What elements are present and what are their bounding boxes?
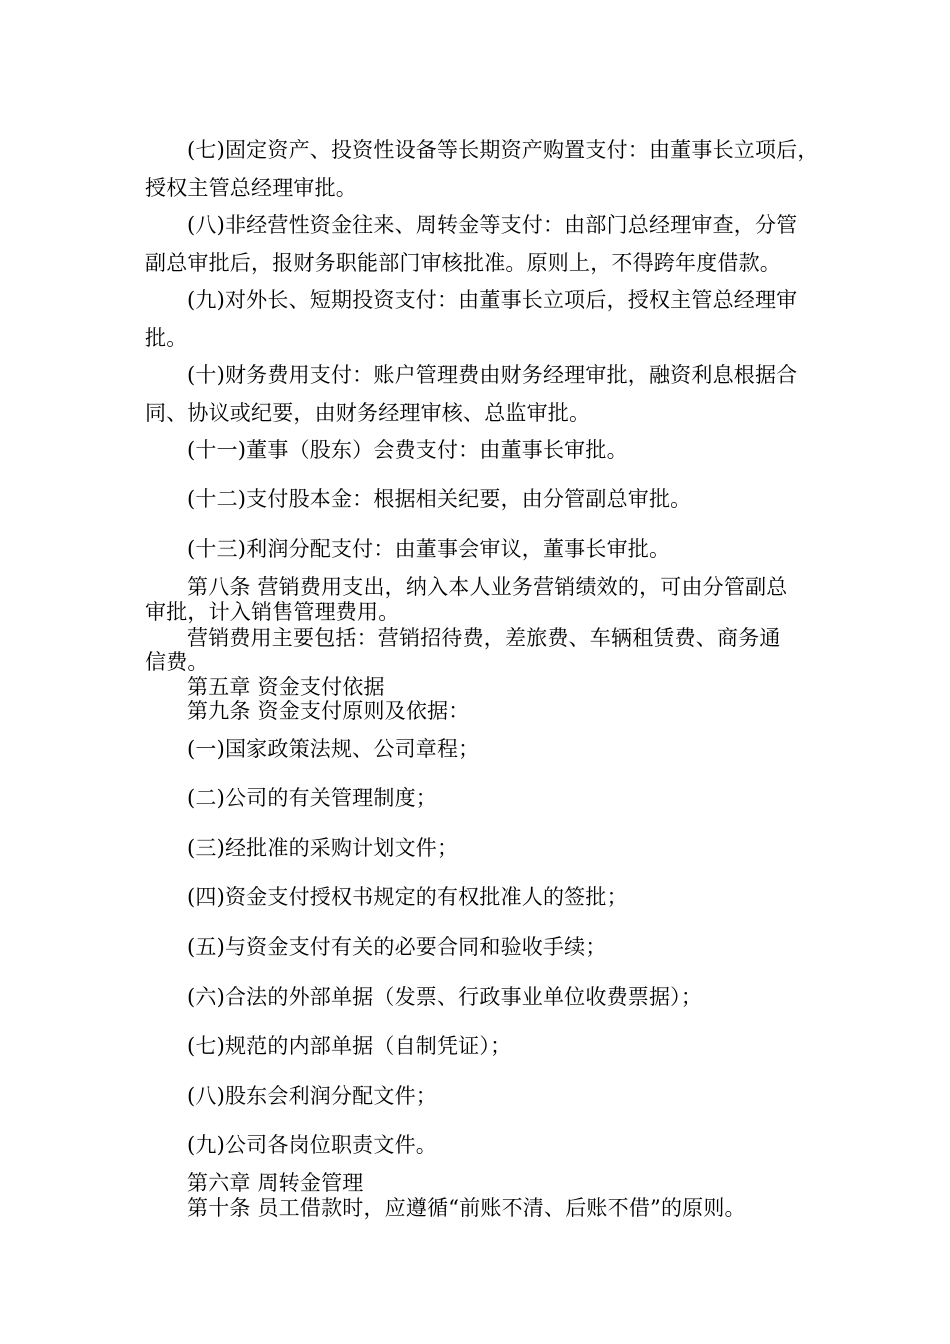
text-line: 副总审批后，报财务职能部门审核批准。原则上，不得跨年度借款。 bbox=[145, 251, 781, 275]
text-line: (八)非经营性资金往来、周转金等支付：由部门总经理审查，分管 bbox=[187, 213, 798, 237]
text-line: (十)财务费用支付：账户管理费由财务经理审批，融资利息根据合 bbox=[187, 363, 798, 387]
list-item: (八)股东会利润分配文件； bbox=[187, 1084, 437, 1108]
text-line: 审批，计入销售管理费用。 bbox=[145, 600, 400, 624]
text-line: (十三)利润分配支付：由董事会审议，董事长审批。 bbox=[187, 537, 671, 561]
list-item: (六)合法的外部单据（发票、行政事业单位收费票据）； bbox=[187, 985, 703, 1009]
list-item: (三)经批准的采购计划文件； bbox=[187, 836, 459, 860]
list-item: (二)公司的有关管理制度； bbox=[187, 786, 437, 810]
text-line: (九)对外长、短期投资支付：由董事长立项后，授权主管总经理审 bbox=[187, 288, 798, 312]
article-heading: 第八条 营销费用支出，纳入本人业务营销绩效的，可由分管副总 bbox=[187, 575, 788, 599]
article-heading: 第十条 员工借款时，应遵循“前账不清、后账不借”的原则。 bbox=[187, 1196, 746, 1220]
text-line: 同、协议或纪要，由财务经理审核、总监审批。 bbox=[145, 401, 591, 425]
chapter-heading: 第五章 资金支付依据 bbox=[187, 675, 385, 699]
text-line: 营销费用主要包括：营销招待费，差旅费、车辆租赁费、商务通 bbox=[187, 626, 781, 650]
text-line: 授权主管总经理审批。 bbox=[145, 176, 357, 200]
list-item: (七)规范的内部单据（自制凭证）； bbox=[187, 1034, 512, 1058]
list-item: (五)与资金支付有关的必要合同和验收手续； bbox=[187, 935, 607, 959]
article-heading: 第九条 资金支付原则及依据： bbox=[187, 699, 470, 723]
text-line: (十一)董事（股东）会费支付：由董事长审批。 bbox=[187, 438, 628, 462]
list-item: (四)资金支付授权书规定的有权批准人的签批； bbox=[187, 885, 628, 909]
list-item: (一)国家政策法规、公司章程； bbox=[187, 737, 480, 761]
list-item: (九)公司各岗位职责文件。 bbox=[187, 1133, 437, 1157]
text-line: 信费。 bbox=[145, 650, 209, 674]
text-line: (十二)支付股本金：根据相关纪要，由分管副总审批。 bbox=[187, 487, 692, 511]
text-line: 批。 bbox=[145, 326, 188, 350]
chapter-heading: 第六章 周转金管理 bbox=[187, 1171, 364, 1195]
text-line: (七)固定资产、投资性设备等长期资产购置支付：由董事长立项后， bbox=[187, 138, 819, 162]
